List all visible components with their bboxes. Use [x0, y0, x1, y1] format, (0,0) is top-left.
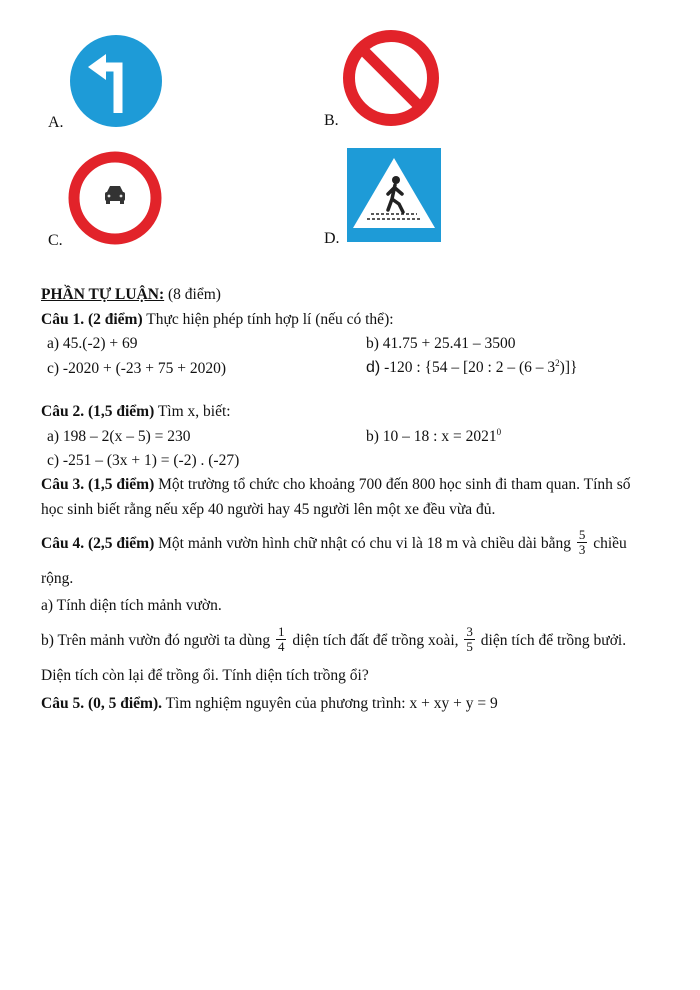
q1-d-post: )]}	[559, 359, 578, 376]
q2-head: Câu 2. (1,5 điểm)	[41, 403, 155, 420]
q3-text-1: Một trường tổ chức cho khoảng 700 đến 800 học sinh đi tham quan. Tính số	[154, 476, 631, 493]
q1-part-a: a) 45.(-2) + 69	[47, 335, 138, 352]
q2-prompt: Tìm x, biết:	[154, 403, 231, 420]
section-heading	[41, 286, 221, 304]
q1-part-c: c) -2020 + (-23 + 75 + 2020)	[47, 360, 227, 377]
section-points: (8 điểm)	[164, 286, 221, 303]
pedestrian-crossing-sign-icon	[347, 148, 441, 242]
question-4-line-1	[41, 527, 627, 559]
fraction-five-thirds	[577, 528, 588, 557]
q1-d-label: d)	[366, 359, 381, 376]
q2-b-exponent: 0	[496, 427, 502, 437]
question-1-heading	[41, 311, 394, 329]
frac-numerator: 3	[466, 624, 473, 639]
fraction-one-quarter	[276, 625, 287, 654]
no-entry-prohibition-sign-icon	[341, 28, 441, 128]
question-3-line-1	[41, 476, 631, 494]
option-c-label: C.	[48, 232, 63, 249]
frac-numerator: 5	[578, 527, 586, 542]
q1-d-pre: -120 : {54 – [20 : 2 – (6 – 3	[380, 359, 556, 376]
frac-numerator: 1	[277, 624, 285, 639]
q4-b-text-2: diện tích đất để trồng xoài,	[288, 632, 459, 650]
q2-part-a: a) 198 – 2(x – 5) = 230	[47, 428, 191, 445]
q1-part-b: b) 41.75 + 25.41 – 3500	[366, 335, 516, 352]
option-b-label: B.	[324, 112, 339, 129]
option-d-label: D.	[324, 230, 340, 247]
question-3-line-2: học sinh biết rằng nếu xếp 40 người hay 45 người lên một xe đều vừa đủ.	[41, 501, 496, 518]
question-4-last-line: Diện tích còn lại để trồng ổi. Tính diện tích trồng ổi?	[41, 667, 369, 684]
question-2-heading	[41, 403, 231, 421]
q4-b-text-1: b) Trên mảnh vườn đó người ta dùng	[41, 632, 271, 650]
q1-head: Câu 1	[41, 311, 81, 328]
q4-part-b	[41, 624, 627, 656]
q4-text-1-end: chiều	[589, 535, 627, 553]
q4-head: Câu 4. (2,5 điểm)	[41, 535, 155, 553]
q3-head: Câu 3. (1,5 điểm)	[41, 476, 155, 493]
frac-denominator: 4	[277, 639, 285, 654]
question-4-line-2: rộng.	[41, 570, 74, 587]
option-a-label: A.	[48, 114, 64, 131]
frac-denominator: 3	[578, 542, 586, 557]
q4-text-1: Một mảnh vườn hình chữ nhật có chu vi là 18 m và chiều dài bằng	[154, 535, 571, 553]
q1-prompt: Thực hiện phép tính hợp lí (nếu có thể):	[142, 311, 394, 328]
turn-left-sign-icon	[68, 33, 164, 129]
q2-part-b	[366, 428, 501, 446]
frac-denominator: 5	[466, 639, 473, 654]
no-cars-sign-icon	[67, 150, 163, 246]
question-5	[41, 695, 498, 713]
q4-part-a: a) Tính diện tích mảnh vườn.	[41, 597, 222, 614]
q1-d-exponent: 2	[555, 358, 560, 368]
q4-b-text-3: diện tích để trồng bưởi.	[476, 632, 627, 650]
q5-text: Tìm nghiệm nguyên của phương trình: x + xy + y = 9	[161, 695, 498, 712]
q5-head: Câu 5. (0, 5 điểm).	[41, 695, 162, 712]
q2-part-c: c) -251 – (3x + 1) = (-2) . (-27)	[47, 452, 240, 469]
q1-head-points: . (2 điểm)	[80, 311, 143, 328]
q1-part-d	[366, 359, 577, 377]
fraction-three-fifths	[464, 625, 475, 654]
section-title: PHẦN TỰ LUẬN:	[41, 286, 165, 303]
q2-b-text: b) 10 – 18 : x = 2021	[366, 428, 497, 445]
